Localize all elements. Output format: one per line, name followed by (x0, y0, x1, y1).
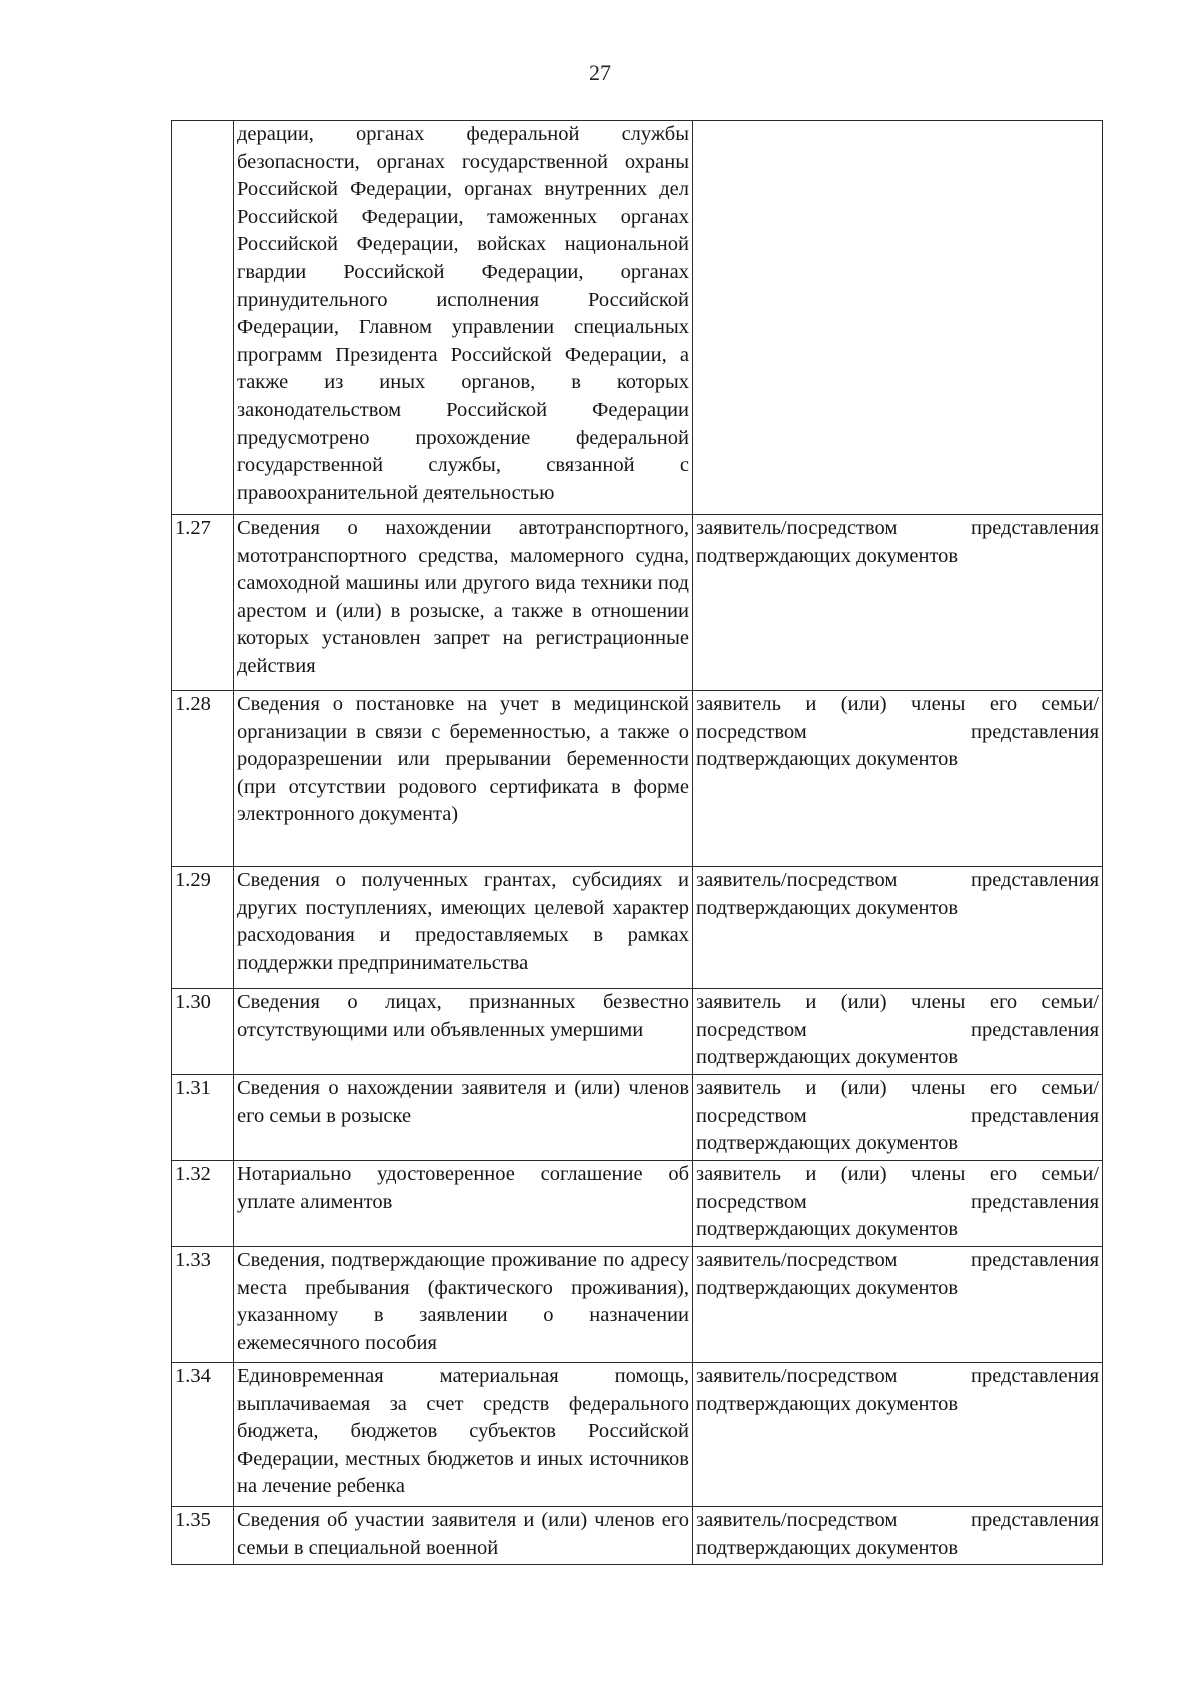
row-number: 1.33 (172, 1247, 234, 1363)
row-number: 1.31 (172, 1075, 234, 1161)
row-number: 1.27 (172, 515, 234, 691)
row-number: 1.32 (172, 1161, 234, 1247)
row-description: Сведения о полученных грантах, субсидиях и других поступлениях, имеющих целевой характер расходования и предоставляемых в рамках поддержки предпринимательства (234, 867, 693, 989)
row-source: заявитель/посредством представления подтверждающих документов (693, 867, 1103, 989)
row-source: заявитель/посредством представления подтверждающих документов (693, 1363, 1103, 1507)
table-row (172, 1507, 1103, 1565)
row-description: Сведения о постановке на учет в медицинской организации в связи с беременностью, а также о родоразрешении или прерывании беременности (при отсутствии родового сертификата в форме электронного документа) (234, 691, 693, 867)
row-description: Сведения о нахождении автотранспортного, мототранспортного средства, маломерного судна, самоходной машины или другого вида техники под арестом и (или) в розыске, а также в отношении которых установлен запрет на регистрационные действия (234, 515, 693, 691)
row-description: Нотариально удостоверенное соглашение об уплате алиментов (234, 1161, 693, 1247)
row-source: заявитель и (или) члены его семьи/посредством представления подтверждающих документов (693, 1075, 1103, 1161)
row-number: 1.29 (172, 867, 234, 989)
row-description: Сведения об участии заявителя и (или) членов его семьи в специальной военной (234, 1507, 693, 1565)
row-description: Сведения о нахождении заявителя и (или) членов его семьи в розыске (234, 1075, 693, 1161)
table-row (172, 1075, 1103, 1161)
table-row (172, 1363, 1103, 1507)
page-number: 27 (589, 60, 611, 85)
table-row (172, 1247, 1103, 1363)
row-number: 1.35 (172, 1507, 234, 1565)
row-number (172, 121, 234, 515)
row-source: заявитель и (или) члены его семьи/посредством представления подтверждающих документов (693, 691, 1103, 867)
row-description: Сведения о лицах, признанных безвестно отсутствующими или объявленных умершими (234, 989, 693, 1075)
row-source: заявитель и (или) члены его семьи/посредством представления подтверждающих документов (693, 989, 1103, 1075)
row-number: 1.30 (172, 989, 234, 1075)
row-description: Единовременная материальная помощь, выплачиваемая за счет средств федерального бюджета, бюджетов субъектов Российской Федерации, местных бюджетов и иных источников на лечение ребенка (234, 1363, 693, 1507)
row-number: 1.34 (172, 1363, 234, 1507)
table-row (172, 867, 1103, 989)
table-row (172, 989, 1103, 1075)
document-table (171, 120, 1103, 1565)
row-source (693, 121, 1103, 515)
table-row (172, 691, 1103, 867)
table-row (172, 1161, 1103, 1247)
row-source: заявитель и (или) члены его семьи/посредством представления подтверждающих документов (693, 1161, 1103, 1247)
table-row (172, 515, 1103, 691)
row-source: заявитель/посредством представления подтверждающих документов (693, 1247, 1103, 1363)
table-row (172, 121, 1103, 515)
row-source: заявитель/посредством представления подтверждающих документов (693, 515, 1103, 691)
row-source: заявитель/посредством представления подтверждающих документов (693, 1507, 1103, 1565)
row-description: Сведения, подтверждающие проживание по адресу места пребывания (фактического проживания), указанному в заявлении о назначении ежемесячного пособия (234, 1247, 693, 1363)
row-description: дерации, органах федеральной службы безопасности, органах государственной охраны Российской Федерации, органах внутренних дел Российской Федерации, таможенных органах Российской Федерации, войсках национальной гвардии Российской Федерации, органах принудительного исполнения Российской Федерации, Главном управлении специальных программ Президента Российской Федерации, а также из иных органов, в которых законодательством Российской Федерации предусмотрено прохождение федеральной государственной службы, связанной с правоохранительной деятельностью (234, 121, 693, 515)
row-number: 1.28 (172, 691, 234, 867)
